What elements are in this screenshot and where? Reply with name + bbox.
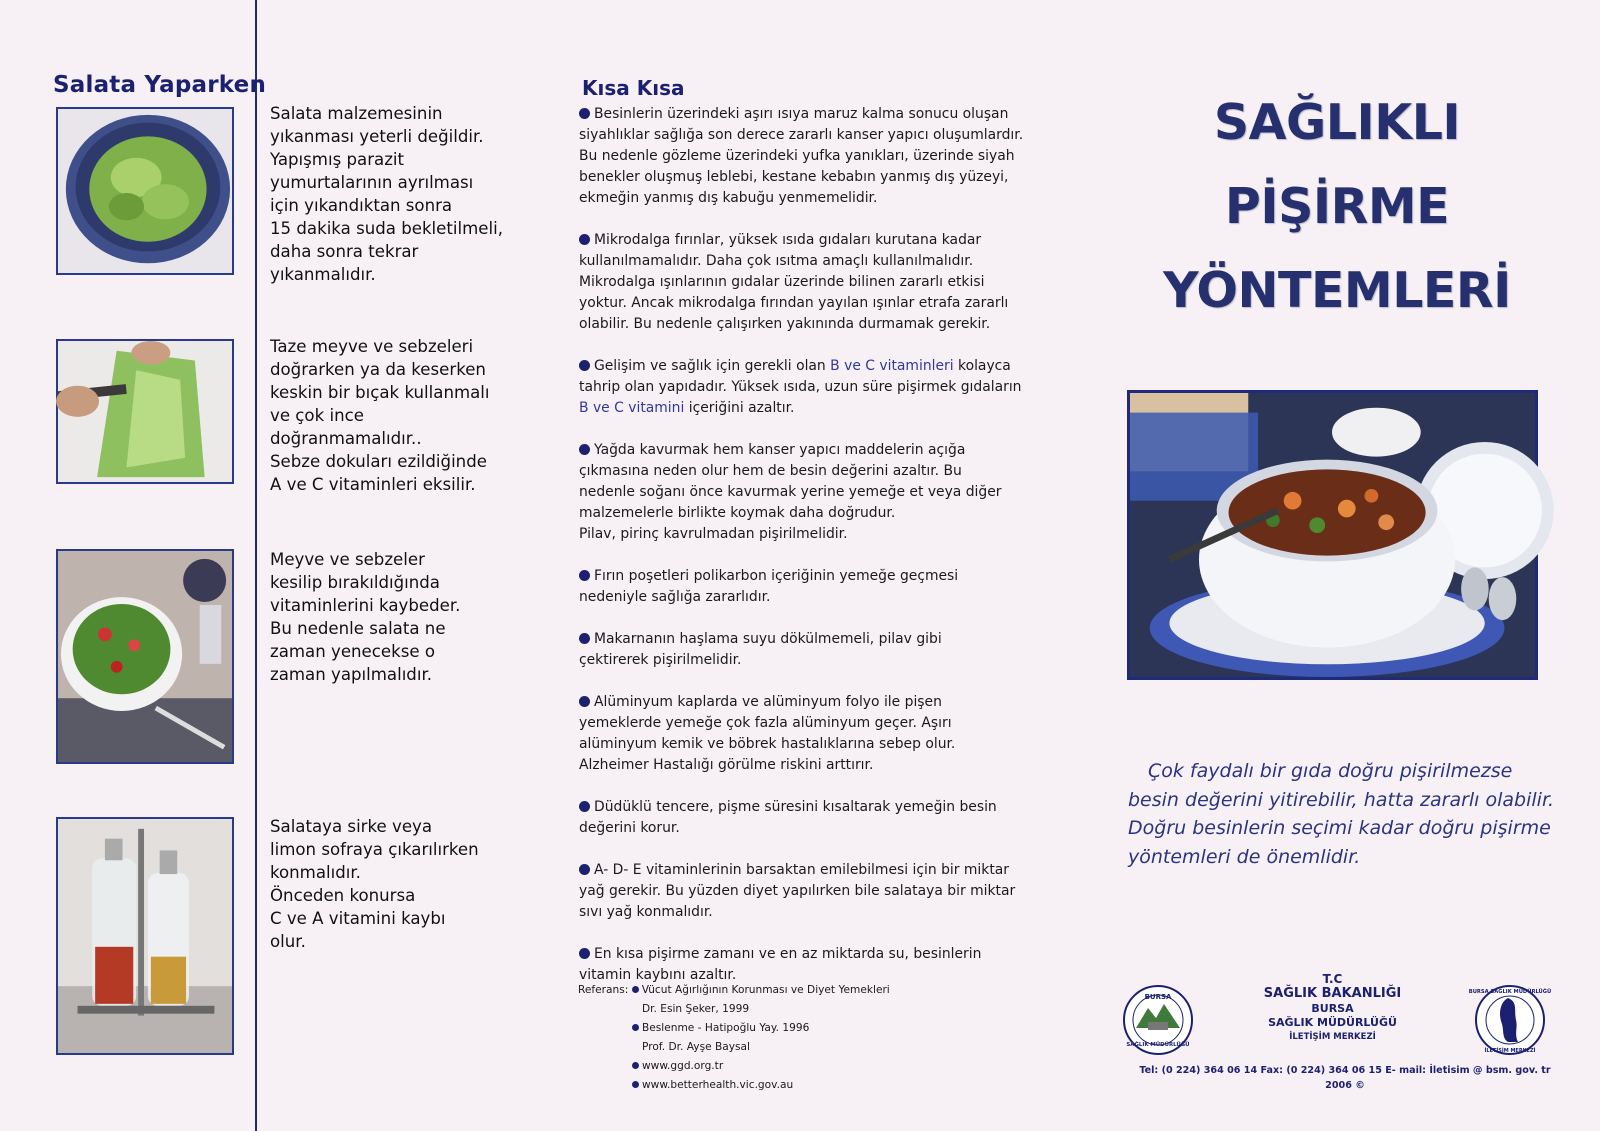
tip-item-microwave: Mikrodalga fırınlar, yüksek ısıda gıdaları kurutana kadar kullanılmamalıdır. Daha çok ısıtma amaçlı kullanılmalıdır. Mikrodalga ışınlarının gıdalar üzerinde bilinen zararlı etkisi yoktur. Ancak mikrodalga fırından yayılan ışınlar etrafa zararlı olabilir. Bu nedenle çalışırken yakınında durmamak gerekir. [579,232,1009,332]
contact-info: Tel: (0 224) 364 06 14 Fax: (0 224) 364 06 15 E- mail: İletisim @ bsm. gov. tr 2006 © [1139,1065,1551,1091]
bullet-icon [579,444,590,455]
bursa-health-directorate-logo [1122,984,1194,1056]
communication-center-logo [1468,984,1552,1056]
salad-tip-timing: Meyve ve sebzeler kesilip bırakıldığında vitaminlerini kaybeder. Bu nedenle salata ne zaman yenecekse o zaman yapılmalıdır. [270,550,461,684]
tip-item-frying: Yağda kavurmak hem kanser yapıcı maddelerin açığa çıkmasına neden olur hem de besin değerini azaltır. Bu nedenle soğanı önce kavurmak yerine yemeğe et veya diğer malzemelerle birlikte koymak daha doğrudur. Pilav, pirinç kavrulmadan pişirilmelidir. [579,442,1002,542]
logo-right-top-text: BURSA SAĞLIK MÜDÜRLÜĞÜ [1468,989,1552,995]
logo-left-top-text: BURSA [1144,993,1172,1001]
references: Referans: Vücut Ağırlığının Korunması ve Diyet Yemekleri Dr. Esin Şeker, 1999 Beslenme - Hatipoğlu Yay. 1996 Prof. Dr. Ayşe Baysal www.ggd.org.tr www.betterhealth.vic.gov.au [578,984,890,1091]
tip-item-aluminium: Alüminyum kaplarda ve alüminyum folyo ile pişen yemeklerde yemeğe çok fazla alüminyum geçer. Aşırı alüminyum kemik ve böbrek hastalıklarına sebep olur. Alzheimer Hastalığı görülme riskini arttırır. [579,694,956,773]
bullet-icon [579,801,590,812]
salad-plate-photo [56,549,234,764]
soup-tureen-photo [1127,390,1538,680]
tip-item-pasta: Makarnanın haşlama suyu dökülmemeli, pilav gibi çektirerek pişirilmelidir. [579,631,942,668]
short-tips-title: Kısa Kısa [582,76,685,100]
tip-item-oven-bags: Fırın poşetleri polikarbon içeriğinin yemeğe geçmesi nedeniyle sağlığa zararlıdır. [579,568,959,605]
bullet-icon [579,948,590,959]
lettuce-bowl-photo [56,107,234,275]
bullet-icon [579,108,590,119]
logo-right-bottom-text: İLETİŞİM MERKEZİ [1484,1048,1536,1054]
salad-tip-wash: Salata malzemesinin yıkanması yeterli değildir. Yapışmış parazit yumurtalarının ayrılması için yıkandıktan sonra 15 dakika suda bekletilmeli, daha sonra tekrar yıkanmalıdır. [270,104,503,284]
bullet-icon [579,570,590,581]
oil-vinegar-cruet-photo [56,817,234,1055]
bullet-icon [632,1062,639,1069]
tip-item-pressure-cooker: Düdüklü tencere, pişme süresini kısaltarak yemeğin besin değerini korur. [579,799,997,836]
main-title-line-3: YÖNTEMLERİ [1163,262,1511,319]
column-divider [255,0,257,1131]
tip-item-burned-food: Besinlerin üzerindeki aşırı ısıya maruz kalma sonucu oluşan siyahlıklar sağlığa son derece zararlı kanser yapıcı oluşumlardır. Bu nedenle gözleme üzerindeki yufka yanıkları, üzerinde siyah benekler oluşmuş leblebi, kestane kebabın yanmış dış yüzeyi, ekmeğin yanmış dış kabuğu yenmemelidir. [579,106,1024,206]
intro-quote: Çok faydalı bir gıda doğru pişirilmezse besin değerini yitirebilir, hatta zararlı olabilir. Doğru besinlerin seçimi kadar doğru pişirme yöntemleri de önemlidir. [1128,760,1555,868]
short-tips-list [579,104,1039,1007]
salad-tip-cutting: Taze meyve ve sebzeleri doğrarken ya da keserken keskin bir bıçak kullanmalı ve çok ince doğranmamalıdır.. Sebze dokuları ezildiğinde A ve C vitaminleri eksilir. [270,337,490,494]
bullet-icon [579,696,590,707]
logo-left-bottom-text: SAĞLIK MÜDÜRLÜĞÜ [1126,1042,1190,1048]
bullet-icon [579,234,590,245]
ministry-block: T.C SAĞLIK BAKANLIĞI BURSA SAĞLIK MÜDÜRLÜĞÜ İLETİŞİM MERKEZİ [1263,972,1402,1042]
bullet-icon [632,986,639,993]
salad-section-title: Salata Yaparken [53,72,267,98]
bullet-icon [632,1024,639,1031]
bullet-icon [579,633,590,644]
main-title-line-1: SAĞLIKLI [1213,94,1461,151]
tip-item-short-cooking: En kısa pişirme zamanı ve en az miktarda su, besinlerin vitamin kaybını azaltır. [579,946,982,983]
main-title-line-2: PİŞİRME [1224,178,1450,235]
tip-item-vitamins: Gelişim ve sağlık için gerekli olan B ve C vitaminleri kolayca tahrip olan yapıdadır. Yüksek ısıda, uzun süre pişirmek gıdaların B ve C vitamini içeriğini azaltır. [579,358,1022,416]
bullet-icon [632,1081,639,1088]
salad-tip-vinegar: Salataya sirke veya limon sofraya çıkarılırken konmalıdır. Önceden konursa C ve A vitamini kaybı olur. [270,817,479,951]
bullet-icon [579,360,590,371]
bullet-icon [579,864,590,875]
tip-item-ade-vitamins: A- D- E vitaminlerinin barsaktan emilebilmesi için bir miktar yağ gerekir. Bu yüzden diyet yapılırken bile salataya bir miktar sıvı yağ konmalıdır. [579,862,1016,920]
knife-cutting-lettuce-photo [56,339,234,484]
